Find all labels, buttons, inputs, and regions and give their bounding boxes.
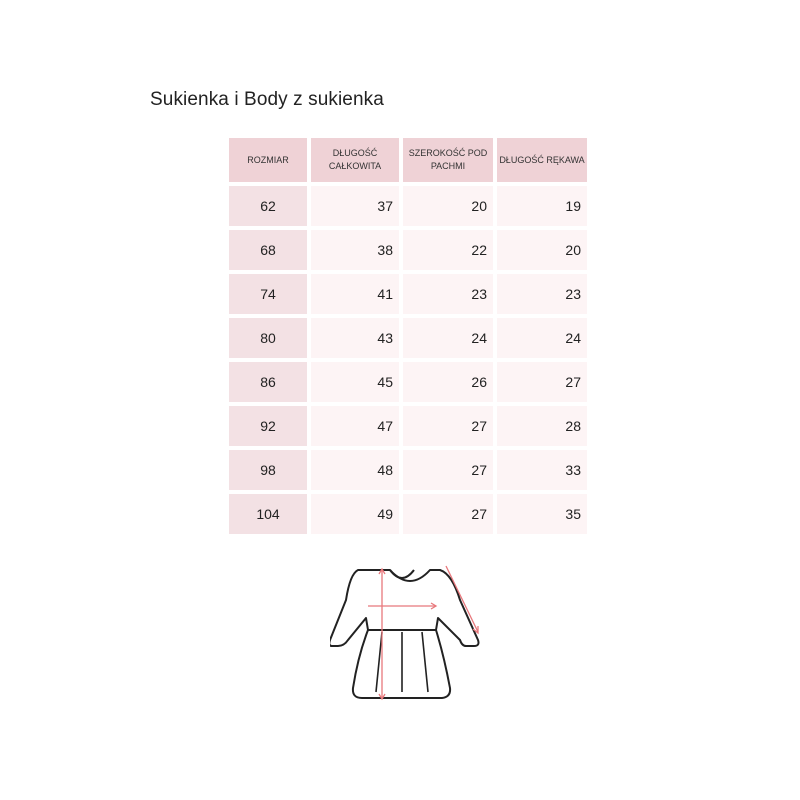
cell-chest-width: 26 bbox=[403, 362, 493, 402]
cell-chest-width: 24 bbox=[403, 318, 493, 358]
table-row bbox=[229, 318, 587, 358]
header-size: ROZMIAR bbox=[229, 138, 307, 182]
cell-size: 80 bbox=[229, 318, 307, 358]
cell-sleeve-length: 20 bbox=[497, 230, 587, 270]
cell-sleeve-length: 28 bbox=[497, 406, 587, 446]
cell-size: 92 bbox=[229, 406, 307, 446]
cell-sleeve-length: 33 bbox=[497, 450, 587, 490]
table-row bbox=[229, 230, 587, 270]
cell-size: 86 bbox=[229, 362, 307, 402]
cell-chest-width: 22 bbox=[403, 230, 493, 270]
cell-chest-width: 23 bbox=[403, 274, 493, 314]
table-row bbox=[229, 274, 587, 314]
cell-total-length: 38 bbox=[311, 230, 399, 270]
cell-size: 98 bbox=[229, 450, 307, 490]
header-chest-width: SZEROKOŚĆ POD PACHMI bbox=[403, 138, 493, 182]
cell-total-length: 47 bbox=[311, 406, 399, 446]
cell-chest-width: 27 bbox=[403, 406, 493, 446]
dress-icon bbox=[330, 560, 490, 705]
header-total-length: DŁUGOŚĆ CAŁKOWITA bbox=[311, 138, 399, 182]
size-table bbox=[229, 138, 587, 538]
cell-sleeve-length: 24 bbox=[497, 318, 587, 358]
table-row bbox=[229, 494, 587, 534]
table-header-row bbox=[229, 138, 587, 182]
table-row bbox=[229, 406, 587, 446]
cell-size: 68 bbox=[229, 230, 307, 270]
cell-total-length: 49 bbox=[311, 494, 399, 534]
cell-size: 74 bbox=[229, 274, 307, 314]
page-title: Sukienka i Body z sukienka bbox=[150, 89, 384, 110]
cell-total-length: 48 bbox=[311, 450, 399, 490]
cell-sleeve-length: 27 bbox=[497, 362, 587, 402]
cell-chest-width: 27 bbox=[403, 494, 493, 534]
table-row bbox=[229, 362, 587, 402]
cell-size: 104 bbox=[229, 494, 307, 534]
cell-total-length: 37 bbox=[311, 186, 399, 226]
table-row bbox=[229, 186, 587, 226]
cell-sleeve-length: 23 bbox=[497, 274, 587, 314]
cell-total-length: 45 bbox=[311, 362, 399, 402]
cell-sleeve-length: 19 bbox=[497, 186, 587, 226]
cell-sleeve-length: 35 bbox=[497, 494, 587, 534]
dress-measurement-diagram-icon bbox=[330, 560, 490, 710]
cell-total-length: 43 bbox=[311, 318, 399, 358]
cell-size: 62 bbox=[229, 186, 307, 226]
cell-total-length: 41 bbox=[311, 274, 399, 314]
cell-chest-width: 20 bbox=[403, 186, 493, 226]
table-row bbox=[229, 450, 587, 490]
header-sleeve-length: DŁUGOŚĆ RĘKAWA bbox=[497, 138, 587, 182]
cell-chest-width: 27 bbox=[403, 450, 493, 490]
